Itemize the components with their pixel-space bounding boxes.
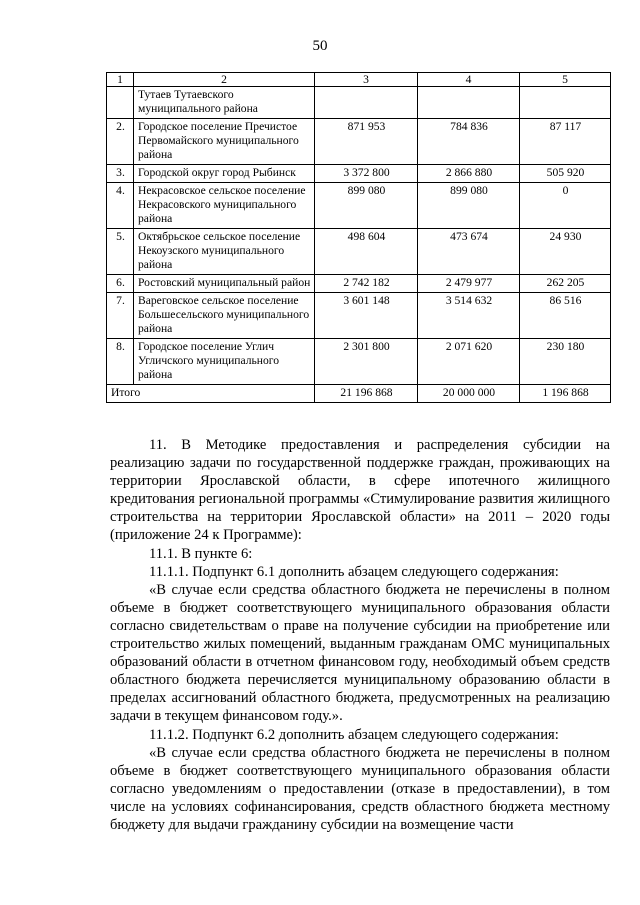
row-value-local: 505 920 (520, 165, 611, 183)
row-number: 2. (107, 119, 134, 165)
row-value-regional: 2 071 620 (418, 339, 520, 385)
row-value-local: 262 205 (520, 275, 611, 293)
row-name: Городской округ город Рыбинск (134, 165, 315, 183)
row-value-regional: 899 080 (418, 183, 520, 229)
row-number: 7. (107, 293, 134, 339)
page-number: 50 (312, 38, 328, 54)
header-cell: 2 (134, 73, 315, 87)
row-value-local: 87 117 (520, 119, 611, 165)
row-value-local: 230 180 (520, 339, 611, 385)
paragraph-quote-6-1: «В случае если средства областного бюджета не перечислены в полном объеме в бюджет соответствующего муниципального образования области согласно свидетельствам о праве на получение субсидии на приобретение или строительство жилых помещений, выданным гражданам ОМС муниципальных образований области в отчетном финансовом году, необходимый объем средств областного бюджета перечисляется муниципальному образованию области в пределах ассигнований областного бюджета, предусмотренных на реализацию задачи в текущем финансовом году.». (110, 581, 610, 725)
row-value-regional: 3 514 632 (418, 293, 520, 339)
table-row (107, 119, 611, 165)
row-value-total (315, 87, 418, 119)
header-cell: 5 (520, 73, 611, 87)
row-number (107, 87, 134, 119)
row-value-regional: 2 479 977 (418, 275, 520, 293)
row-number: 8. (107, 339, 134, 385)
row-name: Некрасовское сельское поселение Некрасовского муниципального района (134, 183, 315, 229)
row-name: Вареговское сельское поселение Большесельского муниципального района (134, 293, 315, 339)
row-number: 5. (107, 229, 134, 275)
total-label: Итого (107, 385, 315, 403)
table-row (107, 87, 611, 119)
row-value-regional: 473 674 (418, 229, 520, 275)
paragraph-11-1: 11.1. В пункте 6: (149, 545, 253, 562)
total-value-regional: 20 000 000 (418, 385, 520, 403)
document-body (110, 436, 610, 834)
paragraph-quote-6-2: «В случае если средства областного бюджета не перечислены в полном объеме в бюджет соответствующего муниципального образования области согласно уведомлениям о предоставлении (отказе в предоставлении), в том числе на условиях софинансирования, средств областного бюджета местному бюджету для выдачи гражданину субсидии на возмещение части (110, 744, 610, 833)
table-row (107, 165, 611, 183)
row-value-local: 86 516 (520, 293, 611, 339)
row-value-total: 2 742 182 (315, 275, 418, 293)
table-row (107, 339, 611, 385)
table-total-row (107, 385, 611, 403)
total-value-total: 21 196 868 (315, 385, 418, 403)
row-value-regional (418, 87, 520, 119)
row-value-regional: 784 836 (418, 119, 520, 165)
table-row (107, 183, 611, 229)
header-cell: 4 (418, 73, 520, 87)
paragraph-11-1-2: 11.1.2. Подпункт 6.2 дополнить абзацем следующего содержания: (149, 726, 559, 743)
paragraph-11-1-1: 11.1.1. Подпункт 6.1 дополнить абзацем следующего содержания: (149, 563, 559, 580)
row-name: Городское поселение Углич Угличского муниципального района (134, 339, 315, 385)
row-name: Городское поселение Пречистое Первомайского муниципального района (134, 119, 315, 165)
row-number: 4. (107, 183, 134, 229)
row-value-total: 3 601 148 (315, 293, 418, 339)
row-name: Тутаев Тутаевского муниципального района (134, 87, 315, 119)
row-value-total: 871 953 (315, 119, 418, 165)
row-value-total: 3 372 800 (315, 165, 418, 183)
paragraph-11: 11. В Методике предоставления и распределения субсидии на реализацию задачи по государственной поддержке граждан, проживающих на территории Ярославской области, в сфере ипотечного жилищного кредитования региональной программы «Стимулирование развития жилищного строительства на территории Ярославской области» на 2011 – 2020 годы (приложение 24 к Программе): (110, 437, 610, 544)
row-value-local (520, 87, 611, 119)
header-cell: 3 (315, 73, 418, 87)
table-row (107, 275, 611, 293)
row-value-local: 24 930 (520, 229, 611, 275)
row-number: 3. (107, 165, 134, 183)
header-cell: 1 (107, 73, 134, 87)
row-number: 6. (107, 275, 134, 293)
table-row (107, 229, 611, 275)
row-value-total: 2 301 800 (315, 339, 418, 385)
table-header-row (107, 73, 611, 87)
row-value-local: 0 (520, 183, 611, 229)
row-name: Октябрьское сельское поселение Некоузского муниципального района (134, 229, 315, 275)
row-value-total: 498 604 (315, 229, 418, 275)
total-value-local: 1 196 868 (520, 385, 611, 403)
row-name: Ростовский муниципальный район (134, 275, 315, 293)
row-value-total: 899 080 (315, 183, 418, 229)
subsidy-table (106, 72, 611, 403)
row-value-regional: 2 866 880 (418, 165, 520, 183)
table-body (107, 73, 611, 403)
table-row (107, 293, 611, 339)
